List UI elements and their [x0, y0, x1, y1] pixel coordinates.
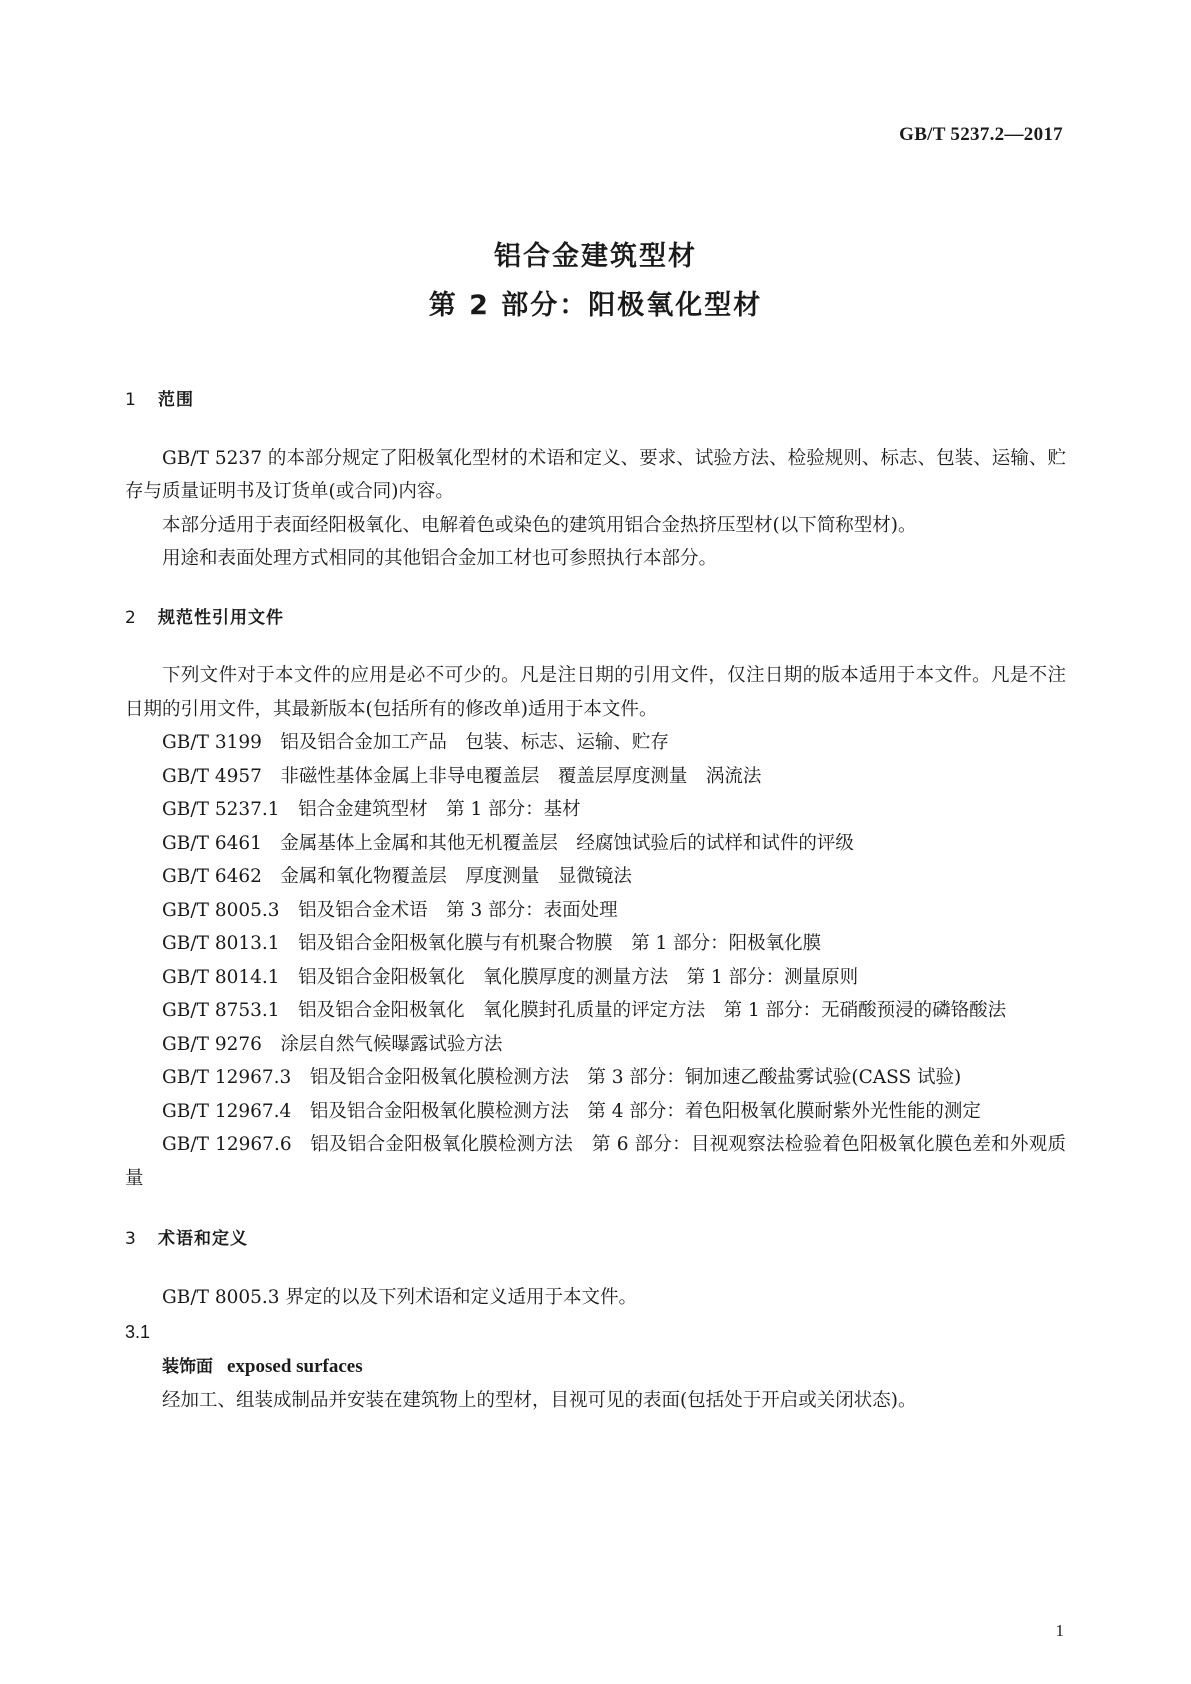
- reference-title: 铝及铝合金术语 第 3 部分：表面处理: [298, 899, 618, 921]
- section-heading-scope: [125, 384, 1066, 418]
- reference-code: GB/T 12967.6: [162, 1134, 292, 1155]
- standard-code: GB/T 5237.2—2017: [899, 124, 1063, 145]
- reference-title: 铝及铝合金阳极氧化膜检测方法 第 4 部分：着色阳极氧化膜耐紫外光性能的测定: [309, 1100, 981, 1122]
- reference-item: [125, 927, 1066, 961]
- document-body: [125, 384, 1066, 1418]
- reference-item: [125, 1028, 1066, 1062]
- reference-code: GB/T 4957: [162, 765, 262, 787]
- reference-code: GB/T 8005.3: [162, 899, 280, 921]
- clause-number: 3.1: [125, 1322, 151, 1342]
- reference-title: 非磁性基体金属上非导电覆盖层 覆盖层厚度测量 涡流法: [280, 765, 762, 787]
- reference-item: [125, 1095, 1066, 1129]
- reference-code: GB/T 3199: [162, 732, 262, 753]
- reference-title: 铝合金建筑型材 第 1 部分：基材: [298, 799, 581, 820]
- section-title: 规范性引用文件: [158, 607, 284, 628]
- term-definition: 经加工、组装成制品并安装在建筑物上的型材，目视可见的表面(包括处于开启或关闭状态)。: [162, 1390, 917, 1411]
- term-english: exposed surfaces: [227, 1355, 363, 1377]
- section-title: 范围: [158, 390, 194, 410]
- terms-intro: GB/T 8005.3 界定的以及下列术语和定义适用于本文件。: [162, 1286, 637, 1308]
- reference-code: GB/T 6462: [162, 866, 262, 887]
- reference-code: GB/T 12967.3: [162, 1067, 292, 1088]
- reference-item: [125, 994, 1066, 1028]
- reference-title: 金属和氧化物覆盖层 厚度测量 显微镜法: [280, 866, 632, 887]
- reference-item: [125, 827, 1066, 861]
- reference-item: [125, 793, 1066, 827]
- reference-item: [125, 894, 1066, 928]
- section-number: 3: [125, 1229, 137, 1249]
- reference-title: 铝及铝合金阳极氧化膜与有机聚合物膜 第 1 部分：阳极氧化膜: [298, 933, 822, 954]
- reference-item: [125, 961, 1066, 995]
- section-heading-normative-references: [125, 602, 1066, 636]
- scope-paragraph: 用途和表面处理方式相同的其他铝合金加工材也可参照执行本部分。: [162, 548, 718, 569]
- section-heading-terms: [125, 1223, 1066, 1257]
- reference-title: 涂层自然气候曝露试验方法: [280, 1033, 503, 1055]
- reference-title: 金属基体上金属和其他无机覆盖层 经腐蚀试验后的试样和试件的评级: [280, 832, 854, 854]
- term-entry: [125, 1350, 1066, 1385]
- page-number: 1: [1055, 1621, 1064, 1640]
- reference-item: [125, 1128, 1066, 1195]
- reference-list: [125, 726, 1066, 1195]
- reference-title: 铝及铝合金阳极氧化膜检测方法 第 3 部分：铜加速乙酸盐雾试验(CASS 试验): [309, 1067, 962, 1088]
- document-title: [0, 232, 1191, 330]
- reference-item: [125, 726, 1066, 760]
- reference-title: 铝及铝合金阳极氧化 氧化膜厚度的测量方法 第 1 部分：测量原则: [298, 966, 859, 988]
- term-chinese: 装饰面: [162, 1356, 213, 1377]
- reference-code: GB/T 6461: [162, 832, 262, 854]
- scope-paragraph: 本部分适用于表面经阳极氧化、电解着色或染色的建筑用铝合金热挤压型材(以下简称型材)。: [162, 514, 917, 536]
- references-intro: 下列文件对于本文件的应用是必不可少的。凡是注日期的引用文件，仅注日期的版本适用于本文件。凡是不注日期的引用文件，其最新版本(包括所有的修改单)适用于本文件。: [125, 665, 1066, 720]
- reference-code: GB/T 5237.1: [162, 799, 280, 820]
- section-title: 术语和定义: [158, 1229, 248, 1249]
- title-line-2: 第 2 部分：阳极氧化型材: [428, 290, 763, 321]
- reference-title: 铝及铝合金加工产品 包装、标志、运输、贮存: [280, 732, 669, 753]
- reference-title: 铝及铝合金阳极氧化膜检测方法 第 6 部分：目视观察法检验着色阳极氧化膜色差和外观质量: [125, 1134, 1066, 1189]
- section-number: 1: [125, 390, 137, 410]
- reference-code: GB/T 12967.4: [162, 1100, 292, 1122]
- reference-item: [125, 860, 1066, 894]
- reference-item: [125, 1061, 1066, 1095]
- section-number: 2: [125, 607, 137, 628]
- title-line-1: 铝合金建筑型材: [494, 241, 697, 272]
- reference-code: GB/T 8014.1: [162, 966, 280, 988]
- reference-item: [125, 760, 1066, 794]
- reference-code: GB/T 8013.1: [162, 933, 280, 954]
- reference-code: GB/T 8753.1: [162, 1000, 280, 1021]
- reference-title: 铝及铝合金阳极氧化 氧化膜封孔质量的评定方法 第 1 部分：无硝酸预浸的磷铬酸法: [298, 1000, 1007, 1021]
- scope-paragraph: GB/T 5237 的本部分规定了阳极氧化型材的术语和定义、要求、试验方法、检验规则、标志、包装、运输、贮存与质量证明书及订货单(或合同)内容。: [125, 447, 1066, 502]
- reference-code: GB/T 9276: [162, 1033, 262, 1055]
